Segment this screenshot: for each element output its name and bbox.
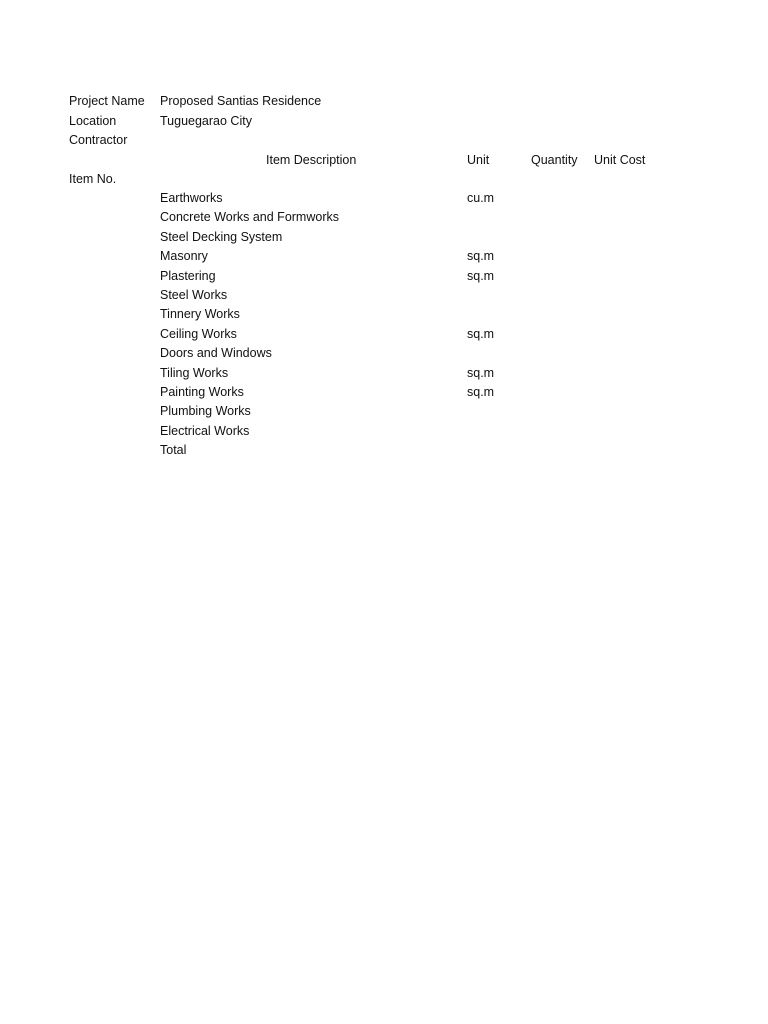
- item-description: Steel Decking System: [160, 229, 283, 244]
- item-unit: sq.m: [467, 384, 495, 399]
- item-description: Tinnery Works: [160, 307, 240, 322]
- item-unit: sq.m: [467, 249, 495, 264]
- location-value: Tuguegarao City: [160, 114, 252, 128]
- item-row: [0, 345, 768, 364]
- item-unit: sq.m: [467, 365, 495, 380]
- item-description: Masonry: [160, 249, 208, 264]
- item-list: [0, 190, 768, 461]
- column-header-unit: Unit: [467, 153, 490, 167]
- item-row: [0, 384, 768, 403]
- item-unit: sq.m: [467, 326, 495, 341]
- item-row: [0, 287, 768, 306]
- item-description: Steel Works: [160, 287, 228, 302]
- item-unit: sq.m: [467, 268, 495, 283]
- item-description: Earthworks: [160, 191, 223, 205]
- item-row: [0, 268, 768, 287]
- item-description: Plastering: [160, 268, 216, 283]
- item-row: [0, 423, 768, 442]
- column-header-item-no: Item No.: [69, 172, 117, 186]
- item-row: [0, 403, 768, 422]
- item-description: Electrical Works: [160, 423, 250, 438]
- item-row: [0, 248, 768, 267]
- item-row: [0, 209, 768, 228]
- item-row: [0, 190, 768, 209]
- column-header-quantity: Quantity: [531, 153, 578, 167]
- total-label: Total: [160, 443, 187, 458]
- item-row: [0, 326, 768, 345]
- item-description: Doors and Windows: [160, 346, 272, 361]
- item-description: Tiling Works: [160, 365, 229, 380]
- item-unit: cu.m: [467, 191, 495, 205]
- item-row: [0, 229, 768, 248]
- contractor-label: Contractor: [69, 133, 128, 147]
- item-row: [0, 306, 768, 325]
- item-description: Concrete Works and Formworks: [160, 210, 339, 225]
- total-row: [0, 442, 768, 461]
- item-description: Painting Works: [160, 384, 244, 399]
- column-header-unit-cost: Unit Cost: [594, 153, 646, 167]
- column-header-item-description: Item Description: [266, 153, 357, 167]
- item-description: Ceiling Works: [160, 326, 237, 341]
- project-name-label: Project Name: [69, 94, 145, 108]
- project-name-value: Proposed Santias Residence: [160, 94, 322, 108]
- item-description: Plumbing Works: [160, 404, 251, 419]
- item-row: [0, 365, 768, 384]
- location-label: Location: [69, 114, 117, 128]
